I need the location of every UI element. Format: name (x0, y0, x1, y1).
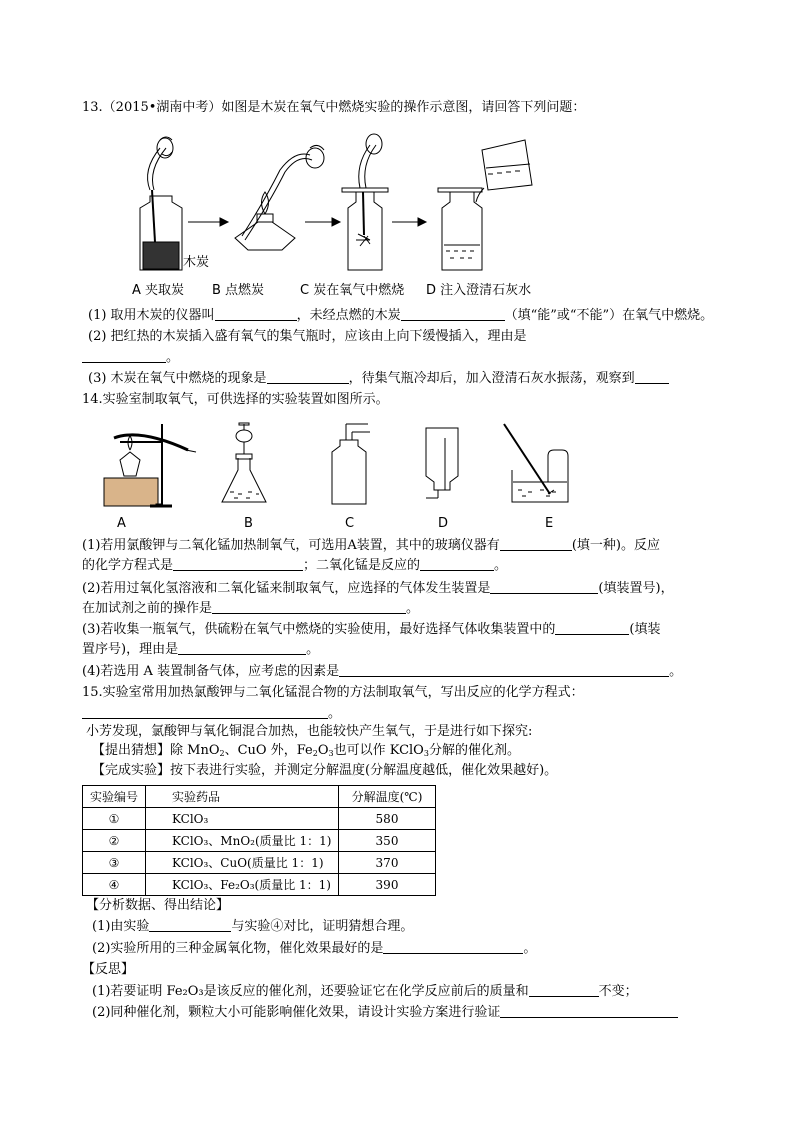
q15-reflection-2 (92, 1004, 678, 1021)
table-cell: 390 (339, 874, 436, 896)
answer-blank[interactable] (383, 940, 523, 954)
table-cell: ② (83, 830, 146, 852)
q14-part4 (82, 663, 682, 680)
caption-a: A 夹取炭 (132, 283, 185, 298)
q15-hypothesis: 【提出猜想】除 MnO$_2$、CuO 外，$Fe_2O_3$也可以作 KClO$_3$分解的催化剂。 (92, 743, 520, 758)
q13-title: 13.（2015•湖南中考）如图是木炭在氧气中燃烧实验的操作示意图，请回答下列问题： (82, 100, 586, 115)
q15-reflection-1 (92, 983, 638, 1000)
answer-blank[interactable] (635, 370, 669, 384)
text: 。 (306, 642, 320, 657)
table-cell: KClO₃、CuO(质量比 1：1) (146, 852, 339, 874)
jar-d-icon (438, 140, 532, 270)
text: 的化学方程式是 (82, 558, 174, 573)
text: (1)若用氯酸钾与二氧化锰加热制氧气，可选用A装置，其中的玻璃仪器有 (82, 538, 500, 553)
text: (4)若选用 A 装置制备气体，应考虑的因素是 (82, 664, 340, 679)
table-row (83, 852, 436, 874)
table-cell: 370 (339, 852, 436, 874)
answer-blank[interactable] (149, 918, 231, 932)
q15-analysis-2 (92, 940, 536, 957)
answer-blank[interactable] (529, 983, 599, 997)
text: (2)若用过氧化氢溶液和二氧化锰来制取氧气，应选择的气体发生装置是 (82, 581, 491, 596)
table-row (83, 830, 436, 852)
q14-title: 14.实验室制取氧气，可供选择的实验装置如图所示。 (82, 392, 389, 407)
text: (1) 取用木炭的仪器叫 (88, 308, 215, 323)
table-header: 实验药品 (146, 786, 339, 808)
table-cell: KClO₃、Fe₂O₃(质量比 1：1) (146, 874, 339, 896)
table-header: 分解温度(℃) (339, 786, 436, 808)
answer-blank[interactable] (173, 557, 303, 571)
caption-b: B 点燃炭 (212, 283, 265, 298)
heating-apparatus-icon (104, 424, 196, 506)
q14-part3b (82, 641, 319, 658)
q13-part2-answer (82, 349, 179, 366)
arrow-icon (188, 218, 228, 226)
hypothesis-heading: 【提出猜想】 (92, 743, 171, 758)
table-header-row (83, 786, 436, 808)
q15-analysis-heading: 【分析数据、得出结论】 (86, 898, 230, 913)
q13-part2: (2) 把红热的木炭插入盛有氧气的集气瓶时，应该由上向下缓慢插入，理由是 (88, 329, 527, 344)
text: (3) 木炭在氧气中燃烧的现象是 (88, 371, 267, 386)
answer-blank[interactable] (420, 557, 494, 571)
jar-a-icon (140, 137, 182, 270)
text: 、CuO 外，Fe (224, 743, 313, 758)
text: 除 MnO (170, 743, 220, 758)
text: ，未经点燃的木炭 (296, 308, 401, 323)
water-trough-icon (504, 424, 568, 502)
q15-reflection-heading: 【反思】 (82, 962, 135, 977)
q14-part1b (82, 557, 507, 574)
q15-title: 15.实验室常用加热氯酸钾与二氧化锰混合物的方法制取氧气，写出反应的化学方程式： (82, 685, 584, 700)
label-b: B (244, 516, 253, 531)
text: 。 (328, 706, 342, 721)
alcohol-lamp-icon (235, 145, 324, 250)
caption-c: C 炭在氧气中燃烧 (300, 283, 405, 298)
q15-intro: 小芳发现，氯酸钾与氧化铜混合加热，也能较快产生氧气，于是进行如下探究: (86, 724, 533, 739)
text: (2)实验所用的三种金属氧化物，催化效果最好的是 (92, 941, 384, 956)
jar-c-icon (342, 134, 388, 270)
text: 。 (166, 350, 180, 365)
answer-blank[interactable] (267, 370, 349, 384)
experiment-table (82, 785, 436, 896)
text: (3)若收集一瓶氧气，供硫粉在氧气中燃烧的实验使用，最好选择气体收集装置中的 (82, 622, 556, 637)
q14-part2 (82, 580, 674, 597)
text: 。 (523, 941, 537, 956)
gas-bottle-c-icon (332, 424, 370, 504)
text: (填装 (629, 622, 661, 637)
label-c: C (345, 516, 355, 531)
text: (1)若要证明 Fe₂O₃是该反应的催化剂，还要验证它在化学反应前后的质量和 (92, 984, 529, 999)
table-cell: KClO₃、MnO₂(质量比 1：1) (146, 830, 339, 852)
text: ，待集气瓶冷却后，加入澄清石灰水振荡，观察到 (348, 371, 635, 386)
answer-blank[interactable] (178, 641, 306, 655)
label-d: D (438, 516, 449, 531)
caption-d: D 注入澄清石灰水 (426, 283, 532, 298)
table-cell: ③ (83, 852, 146, 874)
table-cell: 580 (339, 808, 436, 830)
answer-blank[interactable] (401, 307, 505, 321)
text: （填“能”或“不能”）在氧气中燃烧。 (504, 308, 714, 323)
arrow-icon (392, 218, 426, 226)
text: 。 (669, 664, 683, 679)
text: 不变； (598, 984, 638, 999)
text: (2)同种催化剂，颗粒大小可能影响催化效果，请设计实验方案进行验证 (92, 1005, 501, 1020)
q14-part2b (82, 600, 419, 617)
table-cell: ① (83, 808, 146, 830)
answer-blank[interactable] (490, 580, 598, 594)
text: ；二氧化锰是反应的 (303, 558, 421, 573)
table-header: 实验编号 (83, 786, 146, 808)
text: 。 (494, 558, 508, 573)
text: 。 (406, 601, 420, 616)
arrow-icon (305, 218, 340, 226)
conical-flask-icon (222, 423, 266, 502)
table-row (83, 874, 436, 896)
text: 分解的催化剂。 (428, 743, 520, 758)
q15-analysis-1 (92, 918, 413, 935)
text: (填装置号)， (598, 581, 674, 596)
table-cell: ④ (83, 874, 146, 896)
answer-blank[interactable] (215, 307, 297, 321)
label-e: E (545, 516, 554, 531)
text: 也可以作 KClO (333, 743, 424, 758)
text: (1)由实验 (92, 919, 150, 934)
gas-bottle-d-icon (426, 428, 458, 498)
text: (填一种)。反应 (571, 538, 660, 553)
q14-part3 (82, 621, 661, 638)
table-row (83, 808, 436, 830)
text: 在加试剂之前的操作是 (82, 601, 213, 616)
table-cell: KClO₃ (146, 808, 339, 830)
label-a: A (117, 516, 126, 531)
q14-part1 (82, 537, 660, 554)
answer-blank[interactable] (339, 663, 669, 677)
answer-blank[interactable] (212, 600, 406, 614)
answer-blank[interactable] (82, 349, 166, 363)
charcoal-label: 木炭 (183, 255, 210, 270)
table-cell: 350 (339, 830, 436, 852)
q15-experiment: 【完成实验】按下表进行实验，并测定分解温度(分解温度越低，催化效果越好)。 (92, 763, 558, 778)
answer-blank[interactable] (82, 705, 328, 719)
answer-blank[interactable] (500, 1004, 678, 1018)
text: 置序号)，理由是 (82, 642, 179, 657)
text: O (317, 743, 329, 758)
q13-part3 (88, 370, 669, 387)
q13-part1 (88, 307, 713, 324)
text: 与实验④对比，证明猜想合理。 (231, 919, 414, 934)
q15-equation-line (82, 705, 341, 722)
answer-blank[interactable] (500, 537, 572, 551)
answer-blank[interactable] (555, 621, 629, 635)
q14-figure (100, 420, 600, 512)
